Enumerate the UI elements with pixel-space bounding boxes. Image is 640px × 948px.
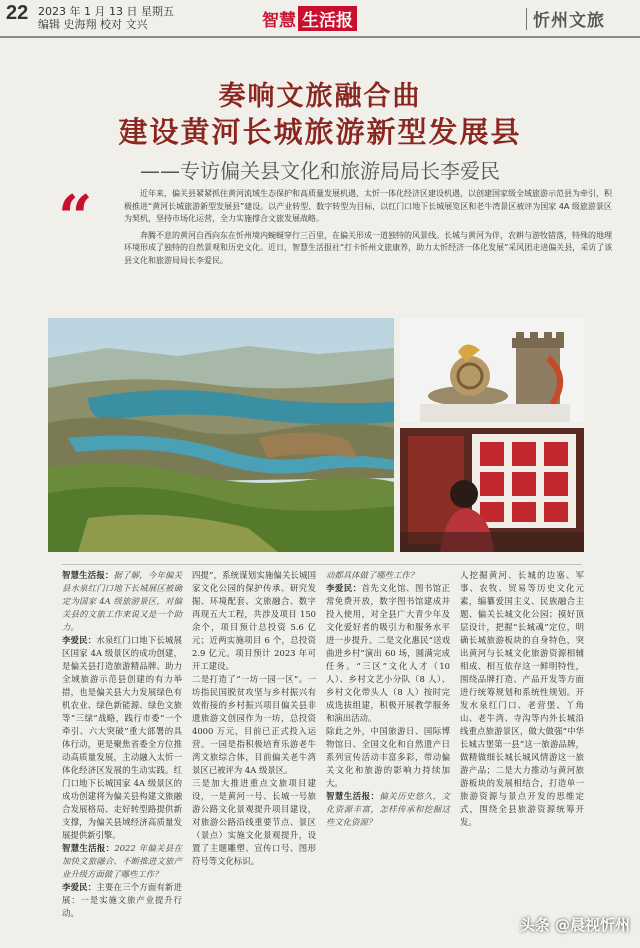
qa-speaker: 李爱民： bbox=[62, 635, 97, 645]
lead-paragraph: 近年来，偏关县紧紧抓住黄河流域生态保护和高质量发展机遇、太忻一体化经济区建设机遇，以创建国家级全域旅游示范县为牵引，积极推进“黄河长城旅游新型发展县”建设。以产业转型、数字转型为目标，以红门口地下长城展览区和老牛湾景区被评为国家 4A 级旅游景区为契机，坚持市场化运营，全力实施撑合文旅发展战略。 bbox=[124, 189, 612, 223]
qa-answer: 除此之外，中国旅游日、国际博物馆日、全国文化和自然遗产日系列宣传活动丰富多彩，带动偏关文化和旅游的影响力持续加大。 bbox=[326, 726, 450, 788]
qa-answer: 主要在三个方面有新进展：一是实施文旅产业提升行动。 bbox=[62, 882, 183, 918]
page-number: 22 bbox=[6, 2, 29, 24]
newspaper-brand bbox=[262, 6, 357, 31]
sculpture-illustration bbox=[400, 318, 584, 422]
headline-line-1: 奏响文旅融合曲 bbox=[218, 81, 422, 112]
headline-line-2: 建设黄河长城旅游新型发展县 bbox=[118, 115, 522, 149]
qa-speaker: 李爱民： bbox=[62, 882, 97, 892]
section-divider bbox=[526, 8, 527, 30]
qa-answer: 人挖掘黄河、长城的边塞、军事、农牧、贸易等历史文化元素，编纂爱国主义、民族融合主题、偏关长城文化公园；摸好顶层设计，把握“长城魂”定位，明确长城旅游板块的自身特色，突出黄河与长城文化旅游资源相辅相成、相互依存这一鲜明特性，围绕品牌打造、产品开发等方面进行统筹规划和系统性规划。开发水泉红门口、老营堡、丫角山、老牛湾、寺沟等内外长城沿线重点旅游景区，做大做强“中华长城古堡第一县”这一旅游品牌，做精做细长城长城风情游这一旅游产品；二是大力推动与黄河旅游板块的发展相结合，打造单一旅游资源与景点开发的思维定式，围绕全县旅游资源统筹开发。 bbox=[460, 570, 584, 827]
qa-speaker: 智慧生活报： bbox=[62, 843, 115, 853]
date-line: 2023 年 1 月 13 日 星期五 bbox=[38, 5, 174, 18]
qa-question: 2022 年偏关县在加快文旅融合、不断推进文旅产业升级方面做了哪些工作？ bbox=[62, 843, 182, 879]
subheadline: ——专访偏关县文化和旅游局局长李爱民 bbox=[140, 159, 500, 183]
quote-mark-icon: “ bbox=[58, 183, 93, 253]
artisan-illustration bbox=[400, 428, 584, 552]
qa-answer: 水泉红门口地下长城展区国家 4A 级景区的成功创建，是偏关县打造旅游精品牌、助力全域旅游示范县创建的有力举措，也是偏关县大力发展绿色有机农业、绿色新能源、绿色文旅等“三绿”战略，践行市委“一个牵引、六大突破”重大部署的具体行动，更是聚焦省委全方位推动高质量发展，主动融入太忻一体化经济区发展的生动实践。红门口地下长城国家 4A 级景区的成功创建将为偏关县构建文旅融合发展格局、走好转型路提供新支撑，为偏关县域经济高质量发展提供新引擎。 bbox=[62, 635, 183, 840]
paper-cutting-artisan-photo bbox=[400, 428, 584, 552]
qa-answer: 三是加大推进重点文旅项目建设，一是黄河一号、长城一号旅游公路文化景观提升项目建设，对旅游公路沿线重要节点、景区（景点）实施文化景观提升，设置了主题雕塑、宣传口号、图形符号等文化标识。 bbox=[192, 778, 316, 866]
source-watermark: 头条 @晨视忻州 bbox=[519, 916, 630, 934]
qa-answer: 二是打造了“一坊一园一区”。一坊指民国脱贫攻坚与乡村振兴有效衔接的乡村振兴项目偏关县非遗旅游文创园作为一坊，总投资 4000 万元，目前已正式投入运营。一园是指积极培育乐游老牛湾文旅综合体，目前偏关老牛湾景区已被评为 4A 级景区。 bbox=[192, 674, 316, 775]
masthead bbox=[0, 0, 640, 38]
article-column-3 bbox=[326, 569, 450, 829]
brand-logo-box: 生活报 bbox=[298, 6, 357, 31]
article-column-1 bbox=[62, 569, 182, 920]
article-column-2 bbox=[192, 569, 316, 868]
great-wall-sculpture-photo bbox=[400, 318, 584, 422]
lead-paragraph: 奔腾不息的黄河自西向东在忻州境内蜿蜒穿行三百里，在偏关形成一道独特的风景线。长城与黄河为伴，农耕与游牧错落，特殊的地理环境形成了独特的自然景观和历史文化。近日，智慧生活报社“打卡忻州文旅康养，助力太忻经济一体化发展”采风团走进偏关县，采访了该县文化和旅游局局长李爱民。 bbox=[124, 230, 613, 265]
qa-question: 偏关历史悠久，文化资源丰富，怎样传承和挖掘这些文化资源？ bbox=[326, 791, 451, 827]
article-column-4 bbox=[460, 569, 584, 829]
brand-prefix: 智慧 bbox=[262, 11, 296, 31]
section-title: 忻州文旅 bbox=[533, 11, 605, 31]
section-divider-line bbox=[62, 564, 582, 565]
qa-answer: 四提”，系统谋划实施偏关长城国家文化公园的保护传承、研究发掘、环境配套、文旅融合、数字再现五大工程，共涉及项目 150 余个，项目预计总投资 5.6 亿元；近两实施项目 6 个，总投资 2.9 亿元。项目预计 2023 年可开工建设。 bbox=[192, 570, 316, 671]
lead-paragraphs bbox=[124, 188, 618, 271]
qa-question: 动都具体做了哪些工作？ bbox=[326, 570, 419, 580]
issue-info bbox=[38, 5, 174, 31]
qa-answer: 首先文化馆、图书馆正常免费开放，数字图书馆建成并投入使用，对全县广大青少年及文化爱好者的吸引力和服务水平进一步提升。二是文化惠民“送戏曲进乡村”演出 60 场，圆满完成任务。“三区”文化人才（10 人）、乡村文艺小分队（8 人）、乡村文化带头人（8 人）按时完成选拔组建，积极开展教学服务和演出活动。 bbox=[326, 583, 451, 723]
landscape-illustration bbox=[48, 318, 394, 552]
qa-question: 据了解，今年偏关县水泉红门口地下长城展区被确定为国家 4A 级旅游景区，对偏关县的文旅工作来说又是一个助力。 bbox=[62, 570, 183, 632]
qa-speaker: 李爱民： bbox=[326, 583, 362, 593]
editor-line: 编辑 史海翔 校对 文兴 bbox=[38, 18, 148, 31]
qa-speaker: 智慧生活报： bbox=[326, 791, 380, 801]
qa-speaker: 智慧生活报： bbox=[62, 570, 114, 580]
yellow-river-landscape-photo bbox=[48, 318, 394, 552]
